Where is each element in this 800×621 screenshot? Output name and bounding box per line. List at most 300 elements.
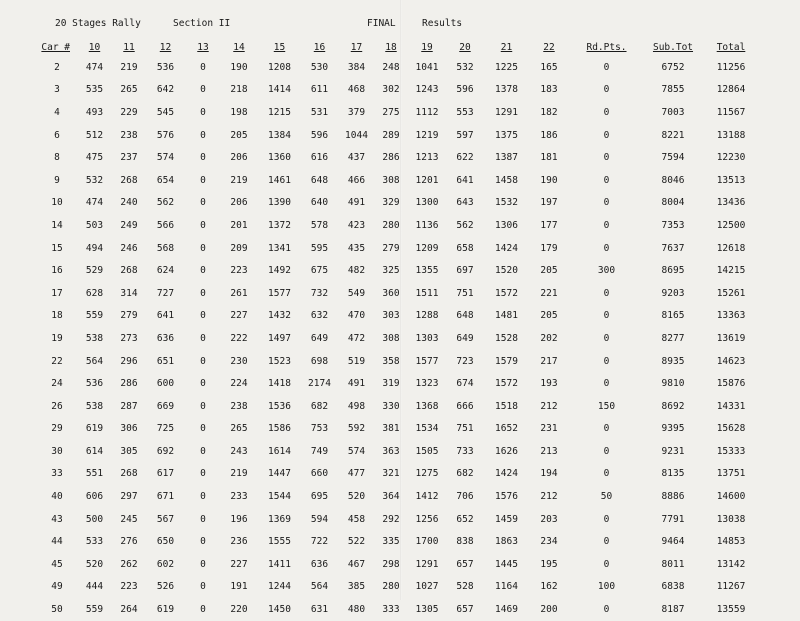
score-cell-14: 198	[230, 106, 248, 118]
score-cell-16: 2174	[308, 378, 331, 390]
score-cell-10: 533	[85, 536, 104, 548]
car-number-cell: 49	[51, 581, 63, 593]
final-label: FINAL	[367, 18, 396, 29]
score-cell-20: 733	[456, 445, 474, 457]
score-cell-12: 619	[156, 604, 175, 616]
score-cell-21: 1626	[495, 445, 518, 457]
score-cell-21: 1528	[495, 332, 518, 344]
score-cell-rd-pts: 0	[603, 197, 610, 209]
score-cell-21: 1469	[495, 604, 518, 616]
score-cell-12: 654	[156, 174, 175, 186]
car-number-cell: 22	[51, 355, 63, 367]
car-number-cell: 9	[54, 174, 60, 186]
score-cell-12: 600	[156, 378, 175, 390]
score-cell-13: 0	[200, 242, 206, 254]
car-number-cell: 19	[51, 332, 63, 344]
score-cell-18: 286	[382, 152, 400, 164]
score-cell-22: 202	[540, 332, 558, 344]
score-cell-15: 1411	[268, 558, 291, 570]
score-cell-22: 183	[540, 84, 558, 96]
score-cell-16: 648	[310, 174, 329, 186]
score-cell-16: 531	[310, 106, 329, 118]
score-cell-22: 162	[540, 581, 558, 593]
score-cell-11: 314	[120, 287, 138, 299]
score-cell-14: 227	[230, 310, 248, 322]
score-cell-16: 616	[310, 152, 329, 164]
score-cell-18: 280	[382, 581, 400, 593]
column-header-10: 10	[88, 42, 101, 53]
score-cell-17: 480	[347, 604, 366, 616]
score-cell-10: 538	[85, 400, 104, 412]
score-cell-16: 753	[310, 423, 329, 435]
table-row	[38, 169, 761, 192]
score-cell-17: 574	[347, 445, 366, 457]
score-cell-18: 248	[382, 61, 400, 73]
column-header-11: 11	[123, 42, 135, 53]
score-cell-18: 279	[382, 242, 400, 254]
column-header-22: 22	[543, 42, 555, 53]
score-cell-19: 1355	[415, 265, 439, 277]
score-cell-rd-pts: 0	[603, 536, 610, 548]
score-cell-20: 641	[456, 174, 474, 186]
score-cell-11: 279	[120, 310, 138, 322]
score-cell-sub-tot: 8692	[661, 400, 685, 412]
score-cell-20: 622	[456, 152, 474, 164]
score-cell-20: 532	[456, 61, 474, 73]
score-cell-14: 243	[230, 445, 248, 457]
car-number-cell: 45	[51, 558, 63, 570]
score-cell-16: 749	[310, 445, 329, 457]
score-cell-16: 631	[310, 604, 329, 616]
score-cell-rd-pts: 0	[603, 332, 610, 344]
table-row	[38, 305, 761, 328]
table-row	[38, 101, 761, 124]
score-cell-10: 551	[85, 468, 104, 480]
score-cell-total: 13559	[716, 604, 746, 616]
score-cell-11: 268	[120, 468, 138, 480]
score-cell-13: 0	[200, 423, 206, 435]
score-cell-18: 319	[382, 378, 400, 390]
score-cell-15: 1544	[268, 491, 291, 503]
column-header-21: 21	[500, 42, 513, 53]
score-cell-rd-pts: 0	[603, 423, 610, 435]
score-cell-20: 553	[456, 106, 474, 118]
score-cell-rd-pts: 0	[603, 174, 610, 186]
column-header-19: 19	[421, 42, 433, 53]
score-cell-21: 1424	[495, 242, 518, 254]
score-cell-10: 520	[85, 558, 104, 570]
score-cell-18: 280	[382, 219, 400, 231]
score-cell-total: 14331	[716, 400, 746, 412]
score-cell-17: 384	[347, 61, 366, 73]
score-cell-sub-tot: 8004	[661, 197, 685, 209]
table-row	[38, 259, 761, 282]
score-cell-total: 14623	[716, 355, 746, 367]
score-cell-17: 458	[347, 513, 366, 525]
score-cell-16: 564	[310, 581, 329, 593]
score-cell-20: 838	[456, 536, 474, 548]
score-cell-total: 13619	[716, 332, 746, 344]
score-cell-13: 0	[200, 287, 206, 299]
score-cell-sub-tot: 8886	[661, 491, 685, 503]
score-cell-12: 576	[156, 129, 175, 141]
score-cell-20: 657	[456, 604, 474, 616]
score-cell-22: 212	[540, 491, 558, 503]
score-cell-10: 559	[85, 310, 104, 322]
score-cell-15: 1450	[268, 604, 291, 616]
score-cell-11: 219	[120, 61, 138, 73]
score-cell-21: 1576	[495, 491, 518, 503]
score-cell-sub-tot: 6752	[661, 61, 685, 73]
score-cell-14: 219	[230, 468, 248, 480]
score-cell-19: 1511	[415, 287, 439, 299]
score-cell-10: 535	[85, 84, 104, 96]
score-cell-11: 276	[120, 536, 138, 548]
car-number-cell: 6	[54, 129, 60, 141]
score-cell-22: 186	[540, 129, 558, 141]
score-cell-15: 1586	[268, 423, 291, 435]
score-cell-10: 614	[85, 445, 104, 457]
score-cell-22: 193	[540, 378, 558, 390]
score-cell-20: 643	[456, 197, 474, 209]
score-cell-11: 286	[120, 378, 138, 390]
score-cell-14: 230	[230, 355, 248, 367]
score-cell-22: 177	[540, 219, 558, 231]
score-cell-sub-tot: 8277	[661, 332, 685, 344]
score-cell-14: 206	[230, 197, 248, 209]
score-cell-14: 218	[230, 84, 248, 96]
score-cell-14: 222	[230, 332, 248, 344]
results-table	[38, 39, 761, 621]
score-cell-10: 536	[85, 378, 104, 390]
results-label: Results	[422, 18, 463, 29]
score-cell-19: 1305	[415, 604, 439, 616]
car-number-cell: 14	[51, 219, 63, 231]
score-cell-15: 1447	[268, 468, 291, 480]
score-cell-12: 641	[156, 310, 175, 322]
score-cell-15: 1418	[268, 378, 291, 390]
score-cell-14: 219	[230, 174, 248, 186]
score-cell-10: 444	[85, 581, 104, 593]
score-cell-22: 182	[540, 106, 558, 118]
score-cell-rd-pts: 0	[603, 558, 610, 570]
score-cell-19: 1534	[415, 423, 439, 435]
score-cell-22: 165	[540, 61, 558, 73]
score-cell-21: 1375	[495, 129, 518, 141]
score-cell-11: 240	[120, 197, 138, 209]
car-number-cell: 50	[51, 604, 63, 616]
score-cell-10: 532	[85, 174, 104, 186]
score-cell-total: 14600	[716, 491, 746, 503]
score-cell-rd-pts: 0	[603, 287, 610, 299]
score-cell-19: 1027	[415, 581, 439, 593]
score-cell-15: 1215	[268, 106, 291, 118]
score-cell-13: 0	[200, 129, 206, 141]
score-cell-13: 0	[200, 581, 206, 593]
score-cell-20: 723	[456, 355, 474, 367]
score-cell-16: 530	[310, 61, 329, 73]
score-cell-10: 503	[85, 219, 104, 231]
score-cell-14: 233	[230, 491, 248, 503]
score-cell-sub-tot: 8011	[661, 558, 685, 570]
score-cell-17: 549	[347, 287, 366, 299]
score-cell-21: 1387	[495, 152, 518, 164]
score-cell-rd-pts: 150	[597, 400, 616, 412]
score-cell-sub-tot: 9203	[661, 287, 685, 299]
score-cell-12: 642	[156, 84, 175, 96]
score-cell-13: 0	[200, 310, 206, 322]
car-number-cell: 8	[54, 152, 60, 164]
score-cell-17: 592	[347, 423, 366, 435]
score-cell-13: 0	[200, 355, 206, 367]
score-cell-20: 528	[456, 581, 474, 593]
score-cell-13: 0	[200, 468, 206, 480]
score-cell-14: 224	[230, 378, 248, 390]
score-cell-total: 13436	[716, 197, 746, 209]
score-cell-12: 526	[156, 581, 175, 593]
score-cell-16: 660	[310, 468, 329, 480]
table-row	[38, 79, 761, 102]
score-cell-21: 1378	[495, 84, 518, 96]
score-cell-20: 562	[456, 219, 474, 231]
score-cell-19: 1303	[415, 332, 439, 344]
score-cell-total: 13513	[716, 174, 746, 186]
score-cell-12: 669	[156, 400, 175, 412]
score-cell-total: 13363	[716, 310, 746, 322]
score-cell-18: 308	[382, 174, 400, 186]
car-number-cell: 33	[51, 468, 63, 480]
score-cell-total: 11267	[716, 581, 746, 593]
car-number-cell: 29	[51, 423, 63, 435]
score-cell-sub-tot: 7791	[661, 513, 685, 525]
score-cell-17: 522	[347, 536, 366, 548]
score-cell-13: 0	[200, 152, 206, 164]
score-cell-21: 1225	[495, 61, 518, 73]
score-cell-13: 0	[200, 604, 206, 616]
column-header-15: 15	[273, 42, 286, 53]
score-cell-sub-tot: 8695	[661, 265, 685, 277]
score-cell-21: 1424	[495, 468, 518, 480]
score-cell-18: 289	[382, 129, 400, 141]
score-cell-15: 1555	[268, 536, 291, 548]
score-cell-22: 195	[540, 558, 558, 570]
score-cell-18: 302	[382, 84, 400, 96]
score-cell-15: 1369	[268, 513, 291, 525]
table-row	[38, 372, 761, 395]
score-cell-rd-pts: 0	[603, 468, 610, 480]
score-cell-11: 306	[120, 423, 138, 435]
score-cell-22: 203	[540, 513, 558, 525]
column-header-18: 18	[385, 42, 397, 53]
table-row	[38, 350, 761, 373]
score-cell-12: 536	[156, 61, 175, 73]
score-cell-11: 237	[120, 152, 138, 164]
score-cell-total: 12864	[716, 84, 746, 96]
score-cell-10: 538	[85, 332, 104, 344]
score-cell-total: 13188	[716, 129, 746, 141]
score-cell-sub-tot: 7353	[661, 219, 685, 231]
score-cell-22: 234	[540, 536, 558, 548]
score-cell-20: 652	[456, 513, 474, 525]
score-cell-13: 0	[200, 378, 206, 390]
score-cell-sub-tot: 8187	[661, 604, 685, 616]
column-header-13: 13	[197, 42, 209, 53]
score-cell-14: 227	[230, 558, 248, 570]
score-cell-16: 632	[310, 310, 329, 322]
score-cell-total: 15876	[716, 378, 746, 390]
score-cell-20: 658	[456, 242, 474, 254]
score-cell-21: 1291	[495, 106, 518, 118]
score-cell-total: 15261	[716, 287, 746, 299]
score-cell-14: 238	[230, 400, 248, 412]
score-cell-10: 493	[85, 106, 104, 118]
score-cell-13: 0	[200, 536, 206, 548]
score-cell-18: 275	[382, 106, 400, 118]
score-cell-17: 491	[347, 378, 366, 390]
score-cell-total: 12618	[716, 242, 746, 254]
score-cell-17: 472	[347, 332, 366, 344]
table-row	[38, 214, 761, 237]
score-cell-total: 13751	[716, 468, 746, 480]
car-number-cell: 40	[51, 491, 63, 503]
score-cell-18: 321	[382, 468, 400, 480]
score-cell-11: 305	[120, 445, 138, 457]
score-cell-rd-pts: 0	[603, 355, 610, 367]
score-cell-11: 223	[120, 581, 138, 593]
score-cell-16: 682	[310, 400, 329, 412]
score-cell-20: 596	[456, 84, 474, 96]
score-cell-13: 0	[200, 491, 206, 503]
score-cell-16: 722	[310, 536, 329, 548]
score-cell-11: 268	[120, 265, 138, 277]
score-cell-17: 1044	[345, 129, 368, 141]
score-cell-22: 217	[540, 355, 558, 367]
column-header-sub-tot: Sub.Tot	[652, 42, 694, 53]
car-number-cell: 26	[51, 400, 63, 412]
score-cell-22: 190	[540, 174, 558, 186]
score-cell-20: 697	[456, 265, 474, 277]
score-cell-20: 751	[456, 287, 474, 299]
score-cell-sub-tot: 8221	[661, 129, 685, 141]
score-cell-22: 212	[540, 400, 558, 412]
score-cell-16: 594	[310, 513, 329, 525]
score-cell-11: 238	[120, 129, 138, 141]
score-cell-12: 636	[156, 332, 175, 344]
score-cell-20: 648	[456, 310, 474, 322]
score-cell-22: 231	[540, 423, 558, 435]
score-cell-11: 246	[120, 242, 138, 254]
score-cell-17: 466	[347, 174, 366, 186]
score-cell-17: 477	[347, 468, 366, 480]
score-cell-rd-pts: 0	[603, 61, 610, 73]
score-cell-18: 329	[382, 197, 400, 209]
score-cell-16: 596	[310, 129, 329, 141]
score-cell-17: 437	[347, 152, 366, 164]
score-cell-17: 468	[347, 84, 366, 96]
score-cell-total: 11567	[716, 106, 746, 118]
score-cell-13: 0	[200, 197, 206, 209]
score-cell-19: 1256	[415, 513, 439, 525]
score-cell-18: 330	[382, 400, 400, 412]
table-row	[38, 146, 761, 169]
score-cell-10: 474	[85, 197, 104, 209]
table-row	[38, 327, 761, 350]
table-row	[38, 237, 761, 260]
score-cell-total: 13142	[716, 558, 746, 570]
score-cell-21: 1652	[495, 423, 518, 435]
score-cell-19: 1577	[415, 355, 439, 367]
score-cell-12: 624	[156, 265, 175, 277]
score-cell-19: 1412	[415, 491, 439, 503]
score-cell-11: 229	[120, 106, 138, 118]
score-cell-12: 567	[156, 513, 175, 525]
score-cell-19: 1136	[415, 219, 439, 231]
table-row	[38, 56, 761, 79]
score-cell-12: 651	[156, 355, 175, 367]
score-cell-16: 695	[310, 491, 329, 503]
score-cell-sub-tot: 8046	[661, 174, 685, 186]
score-cell-14: 236	[230, 536, 248, 548]
score-cell-19: 1323	[415, 378, 439, 390]
score-cell-14: 190	[230, 61, 248, 73]
table-row	[38, 124, 761, 147]
table-row	[38, 192, 761, 215]
score-cell-rd-pts: 0	[603, 310, 610, 322]
score-cell-10: 512	[85, 129, 104, 141]
score-cell-21: 1445	[495, 558, 518, 570]
rally-title: 20 Stages Rally	[55, 18, 141, 29]
score-cell-19: 1112	[415, 106, 439, 118]
score-cell-19: 1243	[415, 84, 439, 96]
car-number-cell: 17	[51, 287, 63, 299]
score-cell-10: 475	[85, 152, 104, 164]
score-cell-19: 1275	[415, 468, 439, 480]
score-cell-18: 292	[382, 513, 400, 525]
score-cell-15: 1492	[268, 265, 291, 277]
score-cell-rd-pts: 300	[597, 265, 616, 277]
score-cell-sub-tot: 7855	[661, 84, 685, 96]
car-number-cell: 18	[51, 310, 63, 322]
score-cell-10: 494	[85, 242, 104, 254]
score-cell-13: 0	[200, 174, 206, 186]
score-cell-10: 559	[85, 604, 104, 616]
score-cell-22: 221	[540, 287, 558, 299]
score-cell-21: 1306	[495, 219, 518, 231]
score-cell-16: 675	[310, 265, 329, 277]
table-row	[38, 282, 761, 305]
score-cell-14: 206	[230, 152, 248, 164]
score-cell-17: 385	[347, 581, 366, 593]
score-cell-12: 545	[156, 106, 175, 118]
score-cell-22: 197	[540, 197, 558, 209]
score-cell-21: 1863	[495, 536, 518, 548]
score-cell-total: 13038	[716, 513, 746, 525]
car-number-cell: 10	[51, 197, 63, 209]
score-cell-rd-pts: 0	[603, 513, 610, 525]
score-cell-15: 1390	[268, 197, 291, 209]
score-cell-22: 194	[540, 468, 558, 480]
score-cell-21: 1579	[495, 355, 518, 367]
score-cell-20: 649	[456, 332, 474, 344]
score-cell-17: 482	[347, 265, 366, 277]
column-header-12: 12	[159, 42, 172, 53]
score-cell-22: 181	[540, 152, 558, 164]
score-cell-17: 498	[347, 400, 366, 412]
score-cell-16: 649	[310, 332, 329, 344]
score-cell-20: 674	[456, 378, 474, 390]
score-cell-22: 179	[540, 242, 558, 254]
score-cell-rd-pts: 0	[603, 242, 610, 254]
